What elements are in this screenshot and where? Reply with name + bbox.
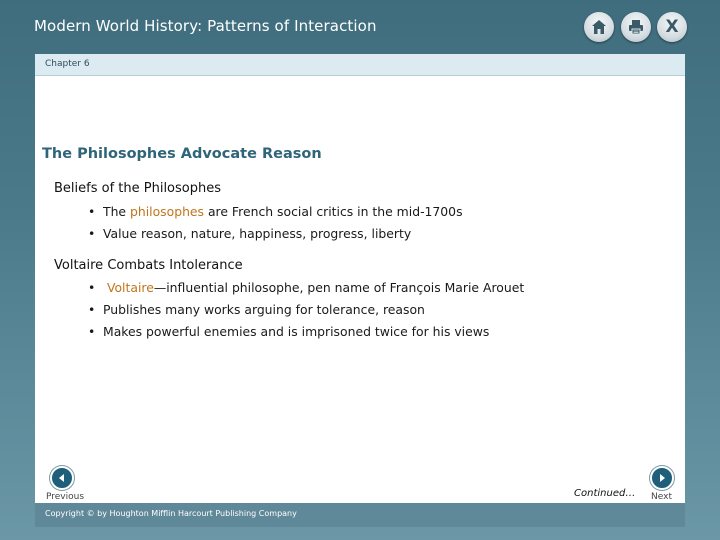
- chapter-bar: [35, 54, 685, 76]
- bullet-item: • The philosophes are French social critics in the mid-1700s: [88, 204, 463, 219]
- slide-title: The Philosophes Advocate Reason: [42, 146, 322, 162]
- bullet-dot: •: [88, 280, 96, 295]
- bullet-item: • Value reason, nature, happiness, progress, liberty: [88, 226, 412, 241]
- bullet-dot: •: [88, 226, 96, 241]
- footer: [35, 503, 685, 527]
- section-heading: Voltaire Combats Intolerance: [54, 258, 243, 273]
- right-arrow-icon: [657, 473, 667, 483]
- bullet-dot: •: [88, 204, 96, 219]
- close-icon: X: [665, 17, 679, 37]
- key-term: philosophes: [129, 204, 205, 219]
- continued-label: Continued…: [574, 488, 636, 499]
- next-button[interactable]: [650, 466, 674, 490]
- app-title: Modern World History: Patterns of Interaction: [34, 17, 377, 35]
- section-heading: Beliefs of the Philosophes: [54, 181, 221, 196]
- copyright-text: Copyright © by Houghton Mifflin Harcourt Publishing Company: [45, 509, 297, 518]
- bullet-item: • Makes powerful enemies and is imprisoned twice for his views: [88, 324, 490, 339]
- bullet-dot: •: [88, 302, 96, 317]
- bullet-item: • Voltaire—influential philosophe, pen name of François Marie Arouet: [88, 280, 525, 295]
- bullet-item: • Publishes many works arguing for tolerance, reason: [88, 302, 425, 317]
- previous-button[interactable]: [50, 466, 74, 490]
- key-term: Voltaire: [106, 280, 154, 295]
- print-button[interactable]: [621, 12, 651, 42]
- bullet-dot: •: [88, 324, 96, 339]
- chapter-label: Chapter 6: [45, 59, 90, 69]
- home-icon: [590, 18, 608, 36]
- home-button[interactable]: [584, 12, 614, 42]
- left-arrow-icon: [57, 473, 67, 483]
- print-icon: [627, 18, 645, 36]
- slide-content: [35, 76, 685, 503]
- close-button[interactable]: [657, 12, 687, 42]
- previous-label[interactable]: Previous: [46, 492, 85, 502]
- next-label[interactable]: Next: [651, 492, 672, 502]
